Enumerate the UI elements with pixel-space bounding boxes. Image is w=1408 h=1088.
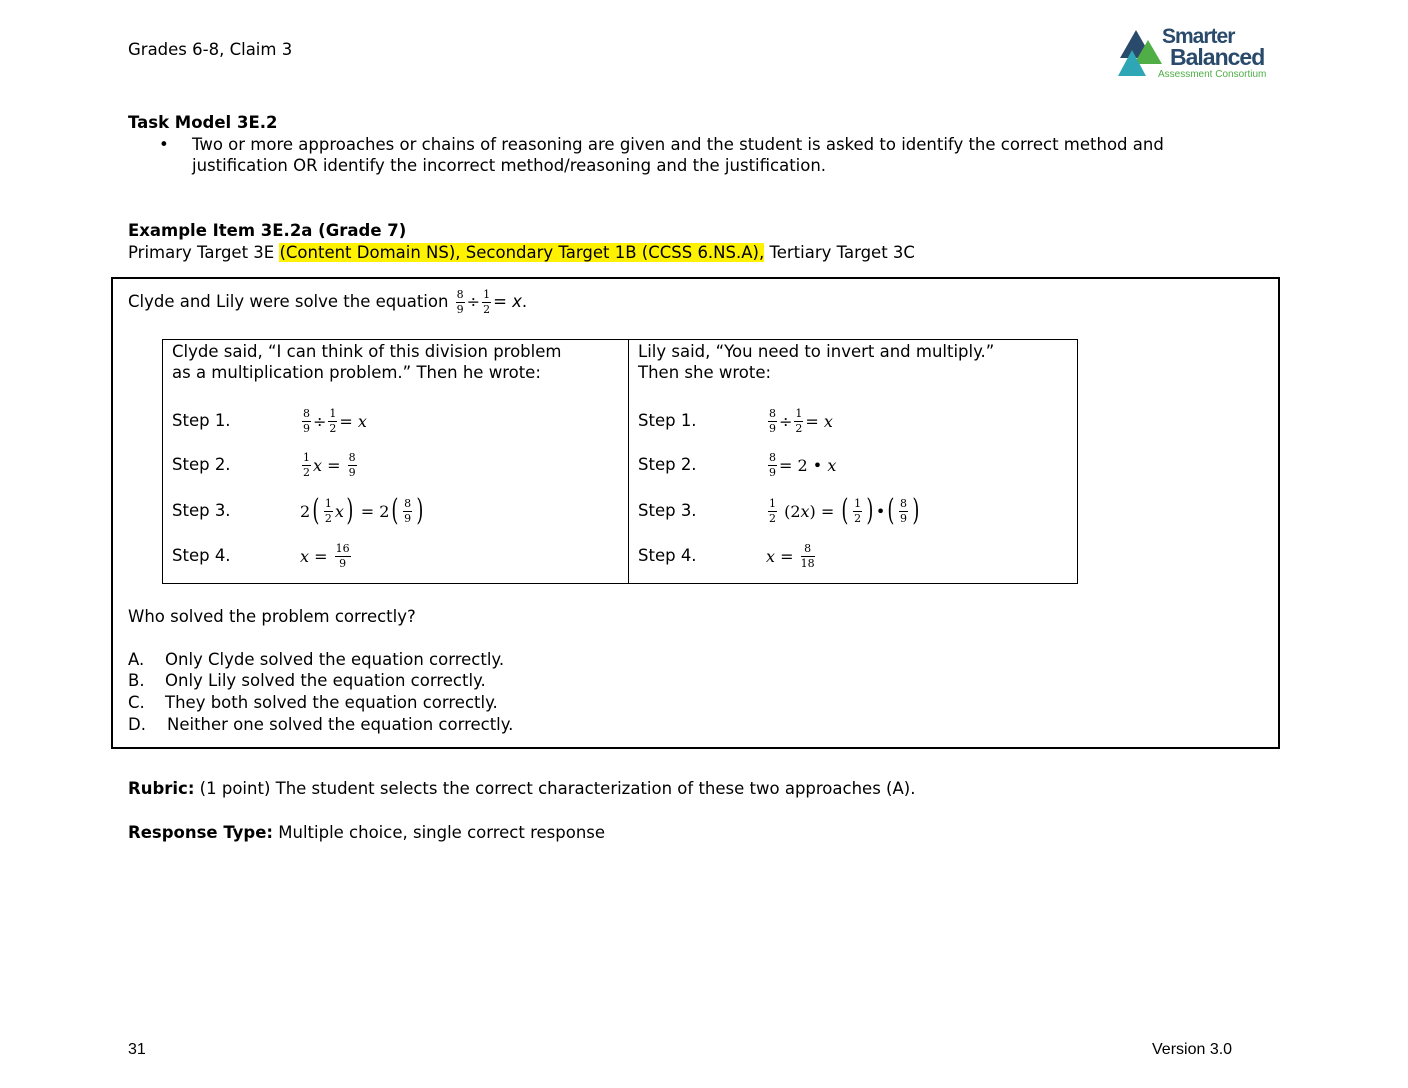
rubric-label: Rubric: bbox=[128, 779, 195, 798]
lily-column bbox=[638, 341, 1068, 581]
step-label: Step 2. bbox=[638, 455, 697, 475]
step-label: Step 1. bbox=[638, 411, 697, 431]
variable-x: x bbox=[313, 455, 323, 475]
lily-step-1 bbox=[638, 401, 1058, 441]
open-paren-2: (2 bbox=[784, 501, 801, 521]
fraction-8-9: $\frac{8}{9}$ bbox=[303, 406, 310, 435]
clyde-intro-line2: as a multiplication problem.” Then he wrote: bbox=[172, 363, 541, 382]
coefficient-2: 2 bbox=[797, 455, 808, 475]
clyde-step-3 bbox=[172, 491, 612, 531]
primary-target: Primary Target 3E bbox=[128, 243, 280, 262]
lily-step-4 bbox=[638, 536, 1058, 576]
step-label: Step 3. bbox=[172, 501, 231, 521]
example-item-title: Example Item 3E.2a (Grade 7) bbox=[128, 221, 407, 240]
logo-tagline: Assessment Consortium bbox=[1158, 69, 1267, 80]
option-text: Only Clyde solved the equation correctly. bbox=[165, 650, 505, 669]
option-text: They both solved the equation correctly. bbox=[165, 693, 498, 712]
option-text: Only Lily solved the equation correctly. bbox=[165, 671, 486, 690]
rubric-text: (1 point) The student selects the correct characterization of these two approaches (A). bbox=[194, 779, 916, 798]
highlighted-targets: (Content Domain NS), Secondary Target 1B (CCSS 6.NS.A), bbox=[279, 243, 765, 262]
step-label: Step 2. bbox=[172, 455, 231, 475]
option-letter: D. bbox=[128, 715, 146, 734]
step-label: Step 4. bbox=[172, 546, 231, 566]
option-letter: B. bbox=[128, 671, 145, 690]
option-text: Neither one solved the equation correctly. bbox=[167, 715, 514, 734]
clyde-step-4 bbox=[172, 536, 612, 576]
lily-step-4-equation bbox=[766, 543, 817, 570]
response-type-label: Response Type: bbox=[128, 823, 274, 842]
logo-triangles-icon bbox=[1118, 28, 1162, 78]
smarter-balanced-logo bbox=[1118, 25, 1283, 84]
close-paren: ) bbox=[809, 501, 816, 521]
fraction-8-18: $\frac{8}{18}$ bbox=[800, 541, 815, 570]
coefficient-2: 2 bbox=[300, 501, 311, 521]
task-model-description-line1: Two or more approaches or chains of reasoning are given and the student is asked to identify the correct method and bbox=[192, 135, 1164, 154]
right-paren: ) bbox=[912, 493, 920, 528]
logo-word-balanced: Balanced bbox=[1170, 44, 1265, 70]
fraction-1-2: $\frac{1}{2}$ bbox=[324, 496, 332, 525]
fraction-1-2: $\frac{1}{2}$ bbox=[769, 496, 776, 525]
stem-equals: = bbox=[493, 292, 507, 312]
clyde-step-1-equation bbox=[300, 408, 367, 435]
coefficient-2: 2 bbox=[379, 501, 390, 521]
equals-sign: = bbox=[805, 411, 819, 431]
variable-x: x bbox=[800, 501, 810, 521]
multiply-dot: • bbox=[812, 455, 823, 475]
left-paren: ( bbox=[887, 493, 895, 528]
task-model-description-line2: justification OR identify the incorrect method/reasoning and the justification. bbox=[192, 156, 827, 175]
step-label: Step 4. bbox=[638, 546, 697, 566]
option-d[interactable] bbox=[128, 714, 513, 736]
option-letter: A. bbox=[128, 650, 145, 669]
equals-sign: = bbox=[314, 546, 328, 566]
rubric bbox=[128, 778, 915, 800]
step-label: Step 1. bbox=[172, 411, 231, 431]
logo-word-smarter: Smarter bbox=[1162, 25, 1235, 48]
lily-step-2 bbox=[638, 445, 1058, 485]
lily-intro-line1: Lily said, “You need to invert and multiply.” bbox=[638, 342, 995, 361]
fraction-8-9: $\frac{8}{9}$ bbox=[348, 450, 356, 479]
left-paren: ( bbox=[312, 493, 320, 528]
version-label: Version 3.0 bbox=[1152, 1041, 1233, 1058]
clyde-step-2 bbox=[172, 445, 612, 485]
target-line bbox=[128, 242, 915, 264]
option-b[interactable] bbox=[128, 670, 486, 692]
equals-sign: = bbox=[779, 455, 793, 475]
variable-x: x bbox=[823, 411, 833, 431]
clyde-step-3-equation bbox=[300, 493, 426, 528]
stem-divide: ÷ bbox=[466, 292, 481, 312]
step-label: Step 3. bbox=[638, 501, 697, 521]
variable-x: x bbox=[357, 411, 367, 431]
stem-period: . bbox=[521, 292, 528, 312]
option-letter: C. bbox=[128, 693, 145, 712]
equals-sign: = bbox=[820, 501, 835, 521]
fraction-8-9: $\frac{8}{9}$ bbox=[769, 406, 776, 435]
fraction-1-2: $\frac{1}{2}$ bbox=[795, 406, 803, 435]
right-paren: ) bbox=[866, 493, 874, 528]
clyde-step-1 bbox=[172, 401, 612, 441]
lily-intro-line2: Then she wrote: bbox=[638, 363, 772, 382]
clyde-step-4-equation bbox=[300, 543, 353, 570]
task-model-title: Task Model 3E.2 bbox=[128, 113, 278, 132]
equals-sign: = bbox=[339, 411, 353, 431]
right-paren: ) bbox=[416, 493, 424, 528]
table-divider bbox=[628, 339, 629, 583]
clyde-step-2-equation bbox=[300, 452, 359, 479]
lily-step-3-equation bbox=[766, 493, 922, 528]
clyde-intro-line1: Clyde said, “I can think of this division problem bbox=[172, 342, 562, 361]
stem-variable: x bbox=[512, 292, 522, 312]
stem-fraction-1-2: $\frac{1}{2}$ bbox=[483, 287, 491, 316]
response-type bbox=[128, 822, 605, 844]
item-stem bbox=[128, 287, 527, 317]
divide-sign: ÷ bbox=[779, 411, 793, 431]
option-c[interactable] bbox=[128, 692, 498, 714]
fraction-16-9: $\frac{16}{9}$ bbox=[335, 541, 350, 570]
variable-x: x bbox=[766, 546, 776, 566]
clyde-column bbox=[172, 341, 622, 581]
left-paren: ( bbox=[841, 493, 849, 528]
equals-sign: = bbox=[327, 455, 341, 475]
option-a[interactable] bbox=[128, 649, 504, 671]
fraction-1-2: $\frac{1}{2}$ bbox=[329, 406, 337, 435]
left-paren: ( bbox=[391, 493, 399, 528]
variable-x: x bbox=[827, 455, 837, 475]
fraction-8-9: $\frac{8}{9}$ bbox=[899, 496, 907, 525]
fraction-1-2: $\frac{1}{2}$ bbox=[854, 496, 862, 525]
tertiary-target: Tertiary Target 3C bbox=[764, 243, 915, 262]
stem-text: Clyde and Lily were solve the equation bbox=[128, 292, 449, 312]
variable-x: x bbox=[334, 501, 344, 521]
response-type-text: Multiple choice, single correct response bbox=[273, 823, 606, 842]
fraction-8-9: $\frac{8}{9}$ bbox=[404, 496, 412, 525]
variable-x: x bbox=[300, 546, 310, 566]
fraction-8-9: $\frac{8}{9}$ bbox=[769, 450, 776, 479]
lily-step-2-equation bbox=[766, 452, 836, 479]
stem-fraction-8-9: $\frac{8}{9}$ bbox=[456, 287, 464, 316]
lily-step-1-equation bbox=[766, 408, 833, 435]
right-paren: ) bbox=[346, 493, 354, 528]
running-header: Grades 6-8, Claim 3 bbox=[128, 40, 293, 59]
divide-sign: ÷ bbox=[313, 411, 327, 431]
fraction-1-2: $\frac{1}{2}$ bbox=[303, 450, 310, 479]
question-text: Who solved the problem correctly? bbox=[128, 607, 416, 626]
bullet-dot: • bbox=[159, 135, 169, 154]
multiply-dot: • bbox=[875, 501, 886, 521]
equals-sign: = bbox=[360, 501, 375, 521]
page-number: 31 bbox=[128, 1041, 146, 1058]
lily-step-3 bbox=[638, 491, 1058, 531]
equals-sign: = bbox=[780, 546, 794, 566]
